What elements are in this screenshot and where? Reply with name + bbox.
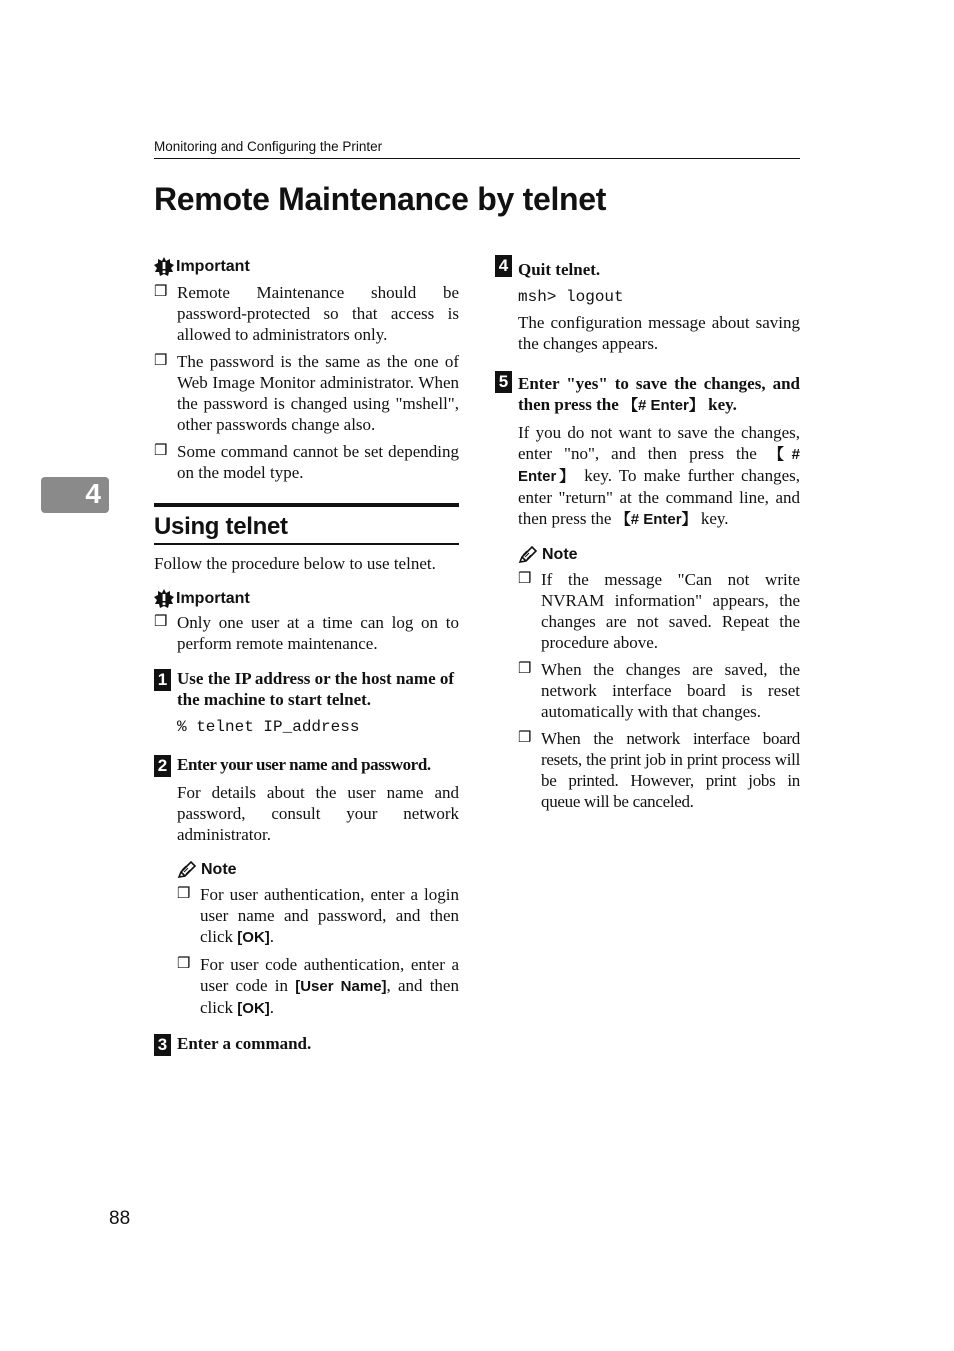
bullet-text: When the changes are saved, the network interface board is reset automatically with that changes.	[541, 660, 800, 721]
intro-paragraph: Follow the procedure below to use telnet.	[154, 554, 436, 573]
important-label: Important	[176, 258, 250, 275]
checkbox-bullet-icon: ❒	[154, 614, 168, 630]
step-number: 1	[154, 669, 171, 691]
step-title: Enter your user name and password.	[177, 755, 431, 774]
step-title: Enter a command.	[177, 1034, 312, 1053]
list-item	[177, 954, 459, 1019]
running-header: Monitoring and Configuring the Printer	[154, 139, 383, 154]
pencil-note-icon	[518, 546, 538, 564]
list-item	[154, 612, 459, 654]
checkbox-bullet-icon: ❒	[177, 886, 191, 902]
note-label: Note	[542, 546, 578, 563]
pencil-note-icon	[177, 861, 197, 879]
left-column	[154, 256, 459, 1056]
enter-key-label: 【# Enter】	[615, 511, 697, 528]
step-1	[154, 668, 459, 710]
list-item	[154, 441, 459, 483]
important-icon	[154, 589, 174, 609]
checkbox-bullet-icon: ❒	[177, 956, 191, 972]
note-heading	[177, 859, 459, 881]
ok-key-label: [OK]	[237, 929, 270, 946]
bullet-text: If the message "Can not write NVRAM information" appears, the changes are not saved. Repeat the procedure above.	[541, 570, 800, 652]
step-number: 3	[154, 1034, 171, 1056]
step-body-text: The configuration message about saving the changes appears.	[518, 313, 800, 353]
step-body-text: For details about the user name and password, consult your network administrator.	[177, 783, 459, 844]
page-title: Remote Maintenance by telnet	[154, 181, 607, 217]
checkbox-bullet-icon: ❒	[518, 571, 532, 587]
list-item	[518, 659, 800, 722]
bullet-text: When the network interface board resets, the print job in print process will be printed. However, print jobs in queue will be canceled.	[541, 729, 800, 811]
note-label: Note	[201, 861, 237, 878]
list-item	[518, 728, 800, 812]
important-label: Important	[176, 590, 250, 607]
step-title: Use the IP address or the host name of the machine to start telnet.	[177, 669, 455, 709]
step-title: Enter "yes" to save the changes, and then press the 【# Enter】 key.	[518, 374, 800, 414]
checkbox-bullet-icon: ❒	[518, 661, 532, 677]
step-5	[495, 370, 800, 416]
enter-key-label: 【# Enter】	[623, 397, 704, 414]
important-heading	[154, 588, 459, 610]
bullet-text: Only one user at a time can log on to perform remote maintenance.	[177, 613, 459, 653]
note-heading	[518, 544, 800, 566]
code-line: % telnet IP_address	[177, 718, 360, 736]
step-body-text: If you do not want to save the changes, enter "no", and then press the 【# Enter】 key. To make further changes, enter "return" at the command line, and then press the 【# Enter】 key.	[518, 423, 801, 528]
important-icon	[154, 257, 174, 277]
right-column	[495, 254, 800, 818]
bullet-text: The password is the same as the one of Web Image Monitor administrator. When the password is changed using "mshell", other passwords change also.	[177, 352, 459, 434]
checkbox-bullet-icon: ❒	[154, 353, 168, 369]
list-item	[154, 282, 459, 345]
chapter-number: 4	[85, 478, 101, 509]
step-title: Quit telnet.	[518, 260, 601, 279]
checkbox-bullet-icon: ❒	[518, 730, 532, 746]
code-line: msh> logout	[518, 288, 624, 306]
user-name-key-label: [User Name]	[295, 978, 387, 995]
step-4	[495, 254, 800, 280]
chapter-tab	[41, 477, 109, 513]
checkbox-bullet-icon: ❒	[154, 443, 168, 459]
bullet-text: For user authentication, enter a login user name and password, and then click [OK].	[200, 885, 459, 946]
list-item	[154, 351, 459, 435]
list-item	[518, 569, 800, 653]
step-number: 4	[495, 255, 512, 277]
step-3	[154, 1033, 459, 1056]
enter-key-label: 【# Enter】	[518, 446, 801, 485]
list-item	[177, 884, 459, 948]
bullet-text: For user code authentication, enter a user code in [User Name], and then click [OK].	[200, 955, 459, 1017]
important-heading	[154, 256, 459, 278]
ok-key-label: [OK]	[237, 1000, 270, 1017]
checkbox-bullet-icon: ❒	[154, 284, 168, 300]
step-number: 2	[154, 755, 171, 777]
bullet-text: Some command cannot be set depending on the model type.	[177, 442, 459, 482]
step-number: 5	[495, 371, 512, 393]
bullet-text: Remote Maintenance should be password-protected so that access is allowed to administrators only.	[177, 283, 459, 344]
step-2	[154, 754, 459, 777]
page-number: 88	[109, 1208, 131, 1229]
header-rule	[154, 158, 800, 159]
section-title: Using telnet	[154, 513, 288, 540]
